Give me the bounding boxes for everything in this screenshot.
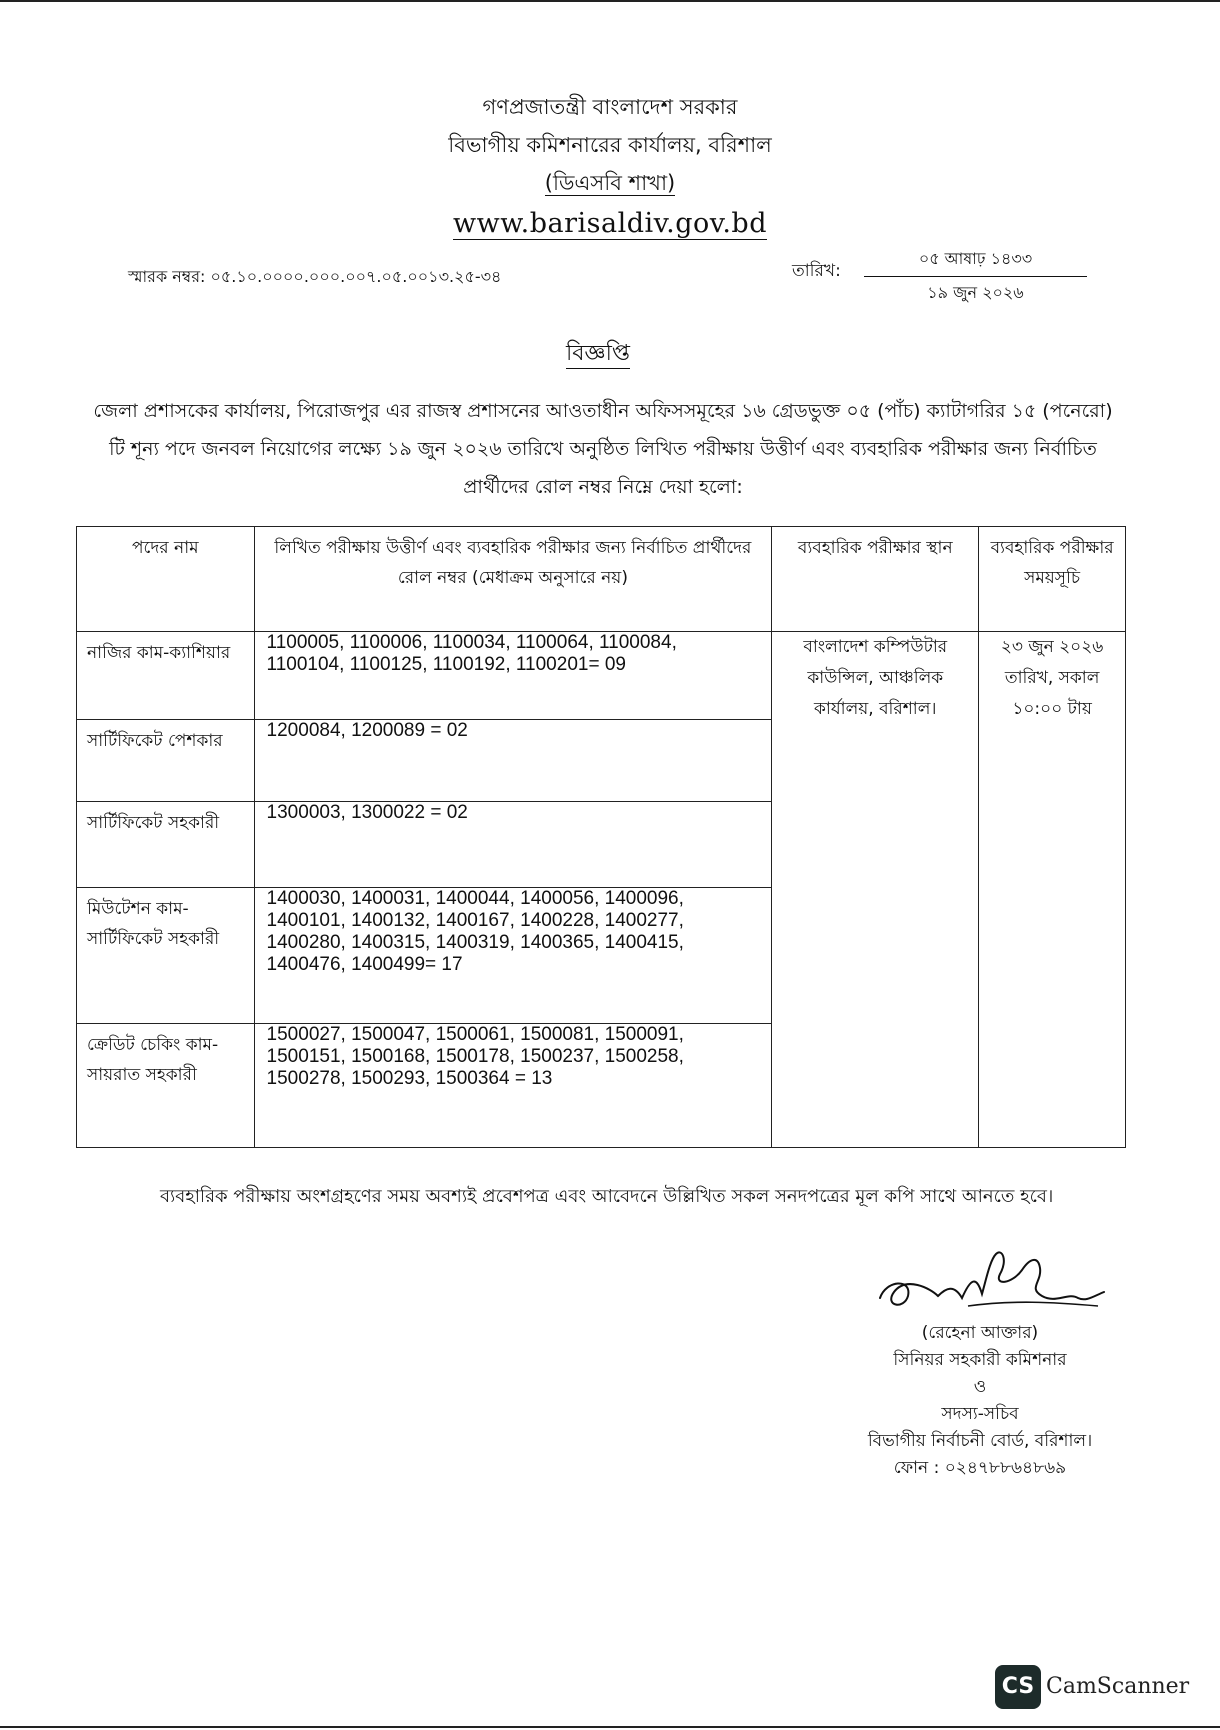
date-label: তারিখ: [792, 261, 841, 281]
header-rolls: লিখিত পরীক্ষায় উত্তীর্ণ এবং ব্যবহারিক পরীক্ষার জন্য নির্বাচিত প্রার্থীদের রোল নম্বর (মেধাক্রম অনুসারে নয়) [254, 527, 772, 632]
post-name: নাজির কাম-ক্যাশিয়ার [77, 632, 255, 720]
top-edge-line [0, 0, 1220, 2]
roll-numbers: 1300003, 1300022 = 02 [254, 802, 772, 888]
date-english: ১৯ জুন ২০২৬ [927, 283, 1024, 302]
post-name: মিউটেশন কাম-সার্টিফিকেট সহকারী [77, 888, 255, 1024]
notice-title: বিজ্ঞপ্তি [566, 341, 630, 369]
roll-numbers: 1400030, 1400031, 1400044, 1400056, 1400096, 1400101, 1400132, 1400167, 1400228, 1400277, 1400280, 1400315, 1400319, 1400365, 1400415, 1400476, 1400499= 17 [254, 888, 772, 1024]
roll-numbers: 1500027, 1500047, 1500061, 1500081, 1500091, 1500151, 1500168, 1500178, 1500237, 1500258, 1500278, 1500293, 1500364 = 13 [254, 1024, 772, 1148]
post-name: সার্টিফিকেট পেশকার [77, 720, 255, 802]
signatory-board: বিভাগীয় নির্বাচনী বোর্ড, বরিশাল। [867, 1431, 1093, 1451]
camscanner-watermark: CamScanner [1046, 1674, 1190, 1699]
government-name: গণপ্রজাতন্ত্রী বাংলাদেশ সরকার [482, 95, 738, 119]
signatory-designation: সিনিয়র সহকারী কমিশনার [893, 1350, 1067, 1370]
letterhead [0, 88, 1220, 246]
signatory-role: সদস্য-সচিব [941, 1404, 1019, 1424]
date-bangla: ০৫ আষাঢ় ১৪৩৩ [864, 246, 1087, 277]
instruction-note: ব্যবহারিক পরীক্ষায় অংশগ্রহণের সময় অবশ্যই প্রবেশপত্র এবং আবেদনে উল্লিখিত সকল সনদপত্রের মূল কপি সাথে আনতে হবে। [160, 1186, 1054, 1207]
post-name: সার্টিফিকেট সহকারী [77, 802, 255, 888]
signatory-phone: ফোন : ০২৪৭৮৮৬৪৮৬৯ [893, 1458, 1067, 1478]
roll-number-table [76, 526, 1126, 1148]
notice-body: জেলা প্রশাসকের কার্যালয়, পিরোজপুর এর রাজস্ব প্রশাসনের আওতাধীন অফিসসমূহের ১৬ গ্রেডভুক্ত ০৫ (পাঁচ) ক্যাটাগরির ১৫ (পনেরো) টি শূন্য পদে জনবল নিয়োগের লক্ষ্যে ১৯ জুন ২০২৬ তারিখে অনুষ্ঠিত লিখিত পরীক্ষায় উত্তীর্ণ এবং ব্যবহারিক পরীক্ষার জন্য নির্বাচিত প্রার্থীদের রোল নম্বর নিম্নে দেয়া হলো: [93, 400, 1113, 498]
exam-venue: বাংলাদেশ কম্পিউটার কাউন্সিল, আঞ্চলিক কার্যালয়, বরিশাল। [772, 632, 979, 1148]
branch-name: (ডিএসবি শাখা) [544, 171, 676, 195]
memo-number: স্মারক নম্বর: ০৫.১০.০০০০.০০০.০০৭.০৫.০০১৩.২৫-৩৪ [128, 267, 502, 286]
date-block [864, 246, 1087, 307]
header-time: ব্যবহারিক পরীক্ষার সময়সূচি [979, 527, 1126, 632]
header-post: পদের নাম [77, 527, 255, 632]
roll-numbers: 1100005, 1100006, 1100034, 1100064, 1100084, 1100104, 1100125, 1100192, 1100201= 09 [254, 632, 772, 720]
signature-block [820, 1320, 1140, 1482]
bottom-edge-line [0, 1726, 1220, 1728]
table-row [77, 632, 1126, 720]
website-link[interactable]: www.barisaldiv.gov.bd [452, 208, 767, 239]
camscanner-logo-icon: CS [995, 1665, 1041, 1709]
table-header-row [77, 527, 1126, 632]
roll-numbers: 1200084, 1200089 = 02 [254, 720, 772, 802]
office-name: বিভাগীয় কমিশনারের কার্যালয়, বরিশাল [448, 133, 772, 157]
signatory-and: ও [973, 1377, 987, 1397]
signatory-name: (রেহেনা আক্তার) [921, 1323, 1039, 1343]
handwritten-signature-icon [872, 1240, 1112, 1320]
exam-schedule: ২৩ জুন ২০২৬ তারিখ, সকাল ১০:০০ টায় [979, 632, 1126, 1148]
header-venue: ব্যবহারিক পরীক্ষার স্থান [772, 527, 979, 632]
post-name: ক্রেডিট চেকিং কাম-সায়রাত সহকারী [77, 1024, 255, 1148]
